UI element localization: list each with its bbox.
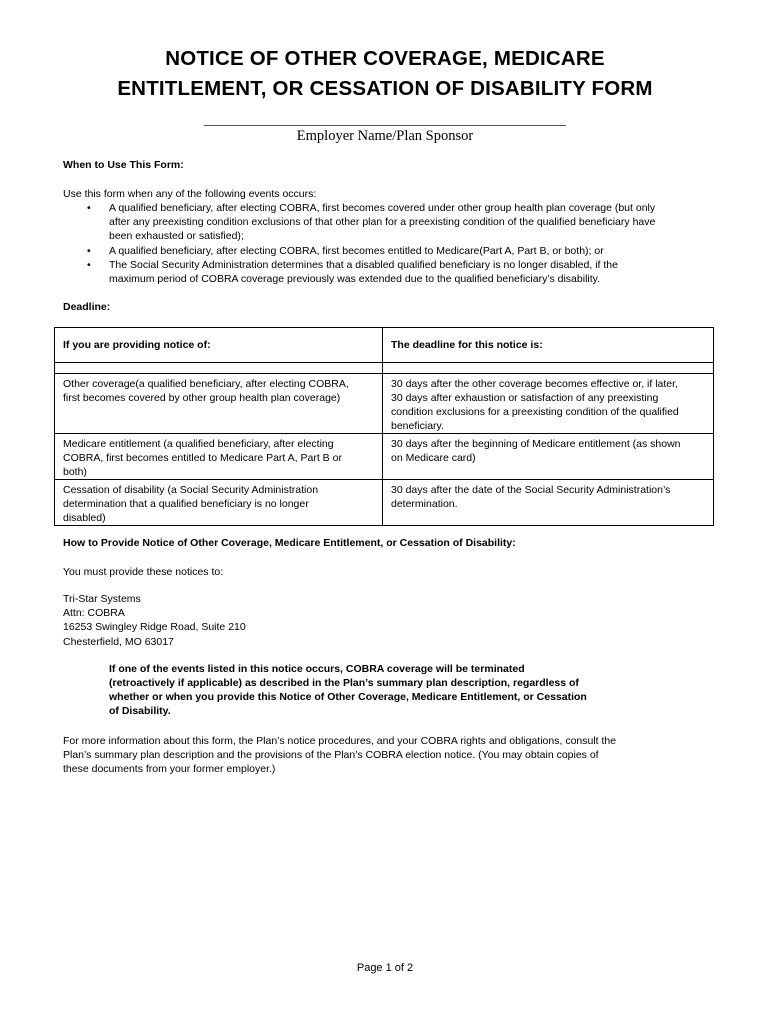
notice-cell-cessation [55, 480, 383, 526]
notice-line: of Disability. [109, 705, 171, 717]
employer-name-blank-line [204, 125, 566, 126]
cell-line: 30 days after the beginning of Medicare entitlement (as shown [391, 438, 681, 450]
bullet-3-line-1: The Social Security Administration determines that a disabled qualified beneficiary is no longer disabled, if the [109, 259, 618, 271]
page-number: Page 1 of 2 [356, 962, 414, 974]
address-line-4: Chesterfield, MO 63017 [63, 636, 174, 648]
cell-line: on Medicare card) [391, 452, 476, 464]
bullet-1-line-2: after any preexisting condition exclusions of that other plan for a preexisting condition of the qualified beneficiary have [109, 216, 656, 228]
table-row [55, 434, 714, 480]
table-spacer-row [55, 363, 714, 374]
notice-line: If one of the events listed in this notice occurs, COBRA coverage will be terminated [109, 663, 525, 675]
notice-cell-other-coverage [55, 374, 383, 434]
bullet-3-line-2: maximum period of COBRA coverage previously was extended due to the qualified beneficiary’s disability. [109, 273, 601, 285]
cell-line: 30 days after the date of the Social Security Administration’s [391, 484, 671, 496]
form-title-line-2: ENTITLEMENT, OR CESSATION OF DISABILITY FORM [117, 77, 653, 100]
deadline-cell-other-coverage [383, 374, 714, 434]
deadline-cell-cessation [383, 480, 714, 526]
cell-line: Cessation of disability (a Social Security Administration [63, 484, 319, 496]
notice-line: (retroactively if applicable) as described in the Plan’s summary plan description, regardless of [109, 677, 579, 689]
deadline-cell-medicare [383, 434, 714, 480]
cell-line: first becomes covered by other group health plan coverage) [63, 392, 341, 404]
paragraph-line: Plan’s summary plan description and the provisions of the Plan’s COBRA election notice. (You may obtain copies of [63, 749, 599, 761]
address-line-2: Attn: COBRA [63, 607, 125, 619]
form-title-line-1: NOTICE OF OTHER COVERAGE, MEDICARE [165, 47, 605, 70]
header-deadline: The deadline for this notice is: [383, 328, 714, 363]
intro-text: Use this form when any of the following events occurs: [63, 188, 317, 200]
employer-name-label: Employer Name/Plan Sponsor [296, 128, 474, 144]
address-line-1: Tri-Star Systems [63, 593, 141, 605]
cell-line: disabled) [63, 512, 106, 524]
table-row [55, 480, 714, 526]
bullet-2-glyph: • [87, 245, 91, 257]
termination-notice [109, 662, 587, 718]
bullet-2-line-1: A qualified beneficiary, after electing COBRA, first becomes entitled to Medicare(Part A, Part B, or both); or [109, 245, 604, 257]
header-notice-of: If you are providing notice of: [55, 328, 383, 363]
how-to-provide-heading: How to Provide Notice of Other Coverage, Medicare Entitlement, or Cessation of Disability: [63, 537, 516, 549]
paragraph-line: For more information about this form, the Plan’s notice procedures, and your COBRA rights and obligations, consult the [63, 735, 617, 747]
deadline-table [54, 327, 714, 526]
cell-line: Medicare entitlement (a qualified beneficiary, after electing [63, 438, 334, 450]
provide-to-text: You must provide these notices to: [63, 566, 224, 578]
notice-cell-medicare [55, 434, 383, 480]
bullet-1-line-3: been exhausted or satisfied); [109, 230, 244, 242]
spacer-cell [383, 363, 714, 374]
table-header-row [55, 328, 714, 363]
bullet-1-glyph: • [87, 202, 91, 214]
bullet-1-line-1: A qualified beneficiary, after electing COBRA, first becomes covered under other group health plan coverage (but only [109, 202, 656, 214]
cell-line: condition exclusions for a preexisting condition of the qualified [391, 406, 679, 418]
table-row [55, 374, 714, 434]
cell-line: 30 days after exhaustion or satisfaction of any preexisting [391, 392, 659, 404]
cell-line: beneficiary. [391, 420, 444, 432]
form-title [40, 44, 730, 104]
address-line-3: 16253 Swingley Ridge Road, Suite 210 [63, 621, 246, 633]
more-info-paragraph [63, 734, 616, 776]
cell-line: COBRA, first becomes entitled to Medicare Part A, Part B or [63, 452, 342, 464]
paragraph-line: these documents from your former employer.) [63, 763, 276, 775]
deadline-heading: Deadline: [63, 301, 111, 313]
bullet-3-glyph: • [87, 259, 91, 271]
cell-line: both) [63, 466, 87, 478]
notice-line: whether or when you provide this Notice of Other Coverage, Medicare Entitlement, or Cessation [109, 691, 587, 703]
cell-line: Other coverage(a qualified beneficiary, after electing COBRA, [63, 378, 349, 390]
when-to-use-heading: When to Use This Form: [63, 159, 184, 171]
cell-line: determination that a qualified beneficiary is no longer [63, 498, 309, 510]
cell-line: determination. [391, 498, 458, 510]
spacer-cell [55, 363, 383, 374]
cell-line: 30 days after the other coverage becomes effective or, if later, [391, 378, 678, 390]
